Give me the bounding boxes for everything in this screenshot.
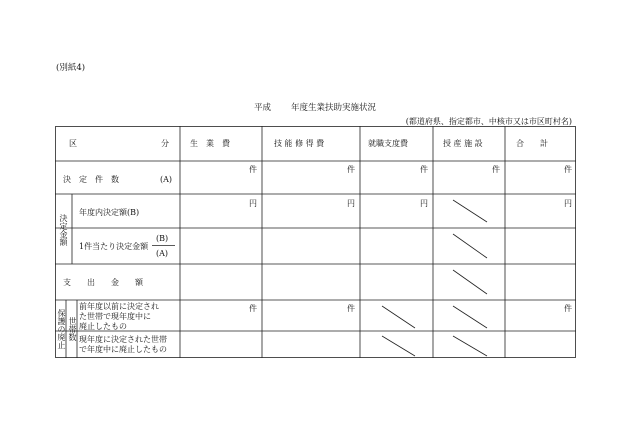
header-category-left: 区 <box>69 139 77 148</box>
header-col-total: 合 計 <box>516 139 548 148</box>
fraction-denominator: (A) <box>156 249 169 258</box>
group-household-count: 世帯数 <box>68 317 77 341</box>
header-category-right: 分 <box>161 139 169 148</box>
row-current-year-label-2: で年度中に廃止したもの <box>79 345 167 354</box>
unit-count: 件 <box>249 165 257 174</box>
unit-count: 件 <box>420 165 428 174</box>
row-per-case-label: 1件当たり決定金額 <box>79 242 149 251</box>
row-current-year-label-1: 現年度に決定された世帯 <box>79 335 167 344</box>
fraction-numerator: (B) <box>156 234 169 243</box>
row-prior-year-label-1: 前年度以前に決定され <box>79 302 159 311</box>
group-protection-termination: 保護の廃止 <box>57 309 66 349</box>
unit-count: 件 <box>564 304 572 313</box>
unit-count: 件 <box>249 304 257 313</box>
unit-yen: 円 <box>420 199 428 208</box>
header-col-job-prep: 就職支度費 <box>368 139 408 148</box>
row-decision-count-label: 決 定 件 数 <box>63 175 119 184</box>
unit-count: 件 <box>492 165 500 174</box>
header-col-sheltered-workshop: 授 産 施 設 <box>443 139 483 148</box>
row-prior-year-label-2: た世帯で現年度中に <box>79 312 151 321</box>
header-col-livelihood: 生 業 費 <box>190 139 230 148</box>
unit-yen: 円 <box>347 199 355 208</box>
header-col-skill-training: 技 能 修 得 費 <box>274 139 325 148</box>
attachment-label: (別紙4) <box>56 63 86 73</box>
group-decision-amount: 決定金額 <box>59 214 68 246</box>
unit-yen: 円 <box>564 199 572 208</box>
unit-count: 件 <box>347 165 355 174</box>
unit-yen: 円 <box>249 199 257 208</box>
title-text: 年度生業扶助実施状況 <box>291 103 377 113</box>
row-annual-amount-label: 年度内決定額(B) <box>79 208 140 217</box>
status-table <box>55 126 576 358</box>
row-decision-count-suffix: (A) <box>160 175 173 184</box>
unit-count: 件 <box>347 304 355 313</box>
row-expenditure-label: 支 出 金 額 <box>63 278 143 287</box>
organization-note: (都道府県、指定都市、中核市又は市区町村名) <box>405 117 572 126</box>
row-prior-year-label-3: 廃止したもの <box>79 322 127 331</box>
not-applicable-slashes <box>382 200 487 356</box>
title-era: 平成 <box>253 103 271 113</box>
page-title <box>0 101 630 113</box>
unit-count: 件 <box>564 165 572 174</box>
